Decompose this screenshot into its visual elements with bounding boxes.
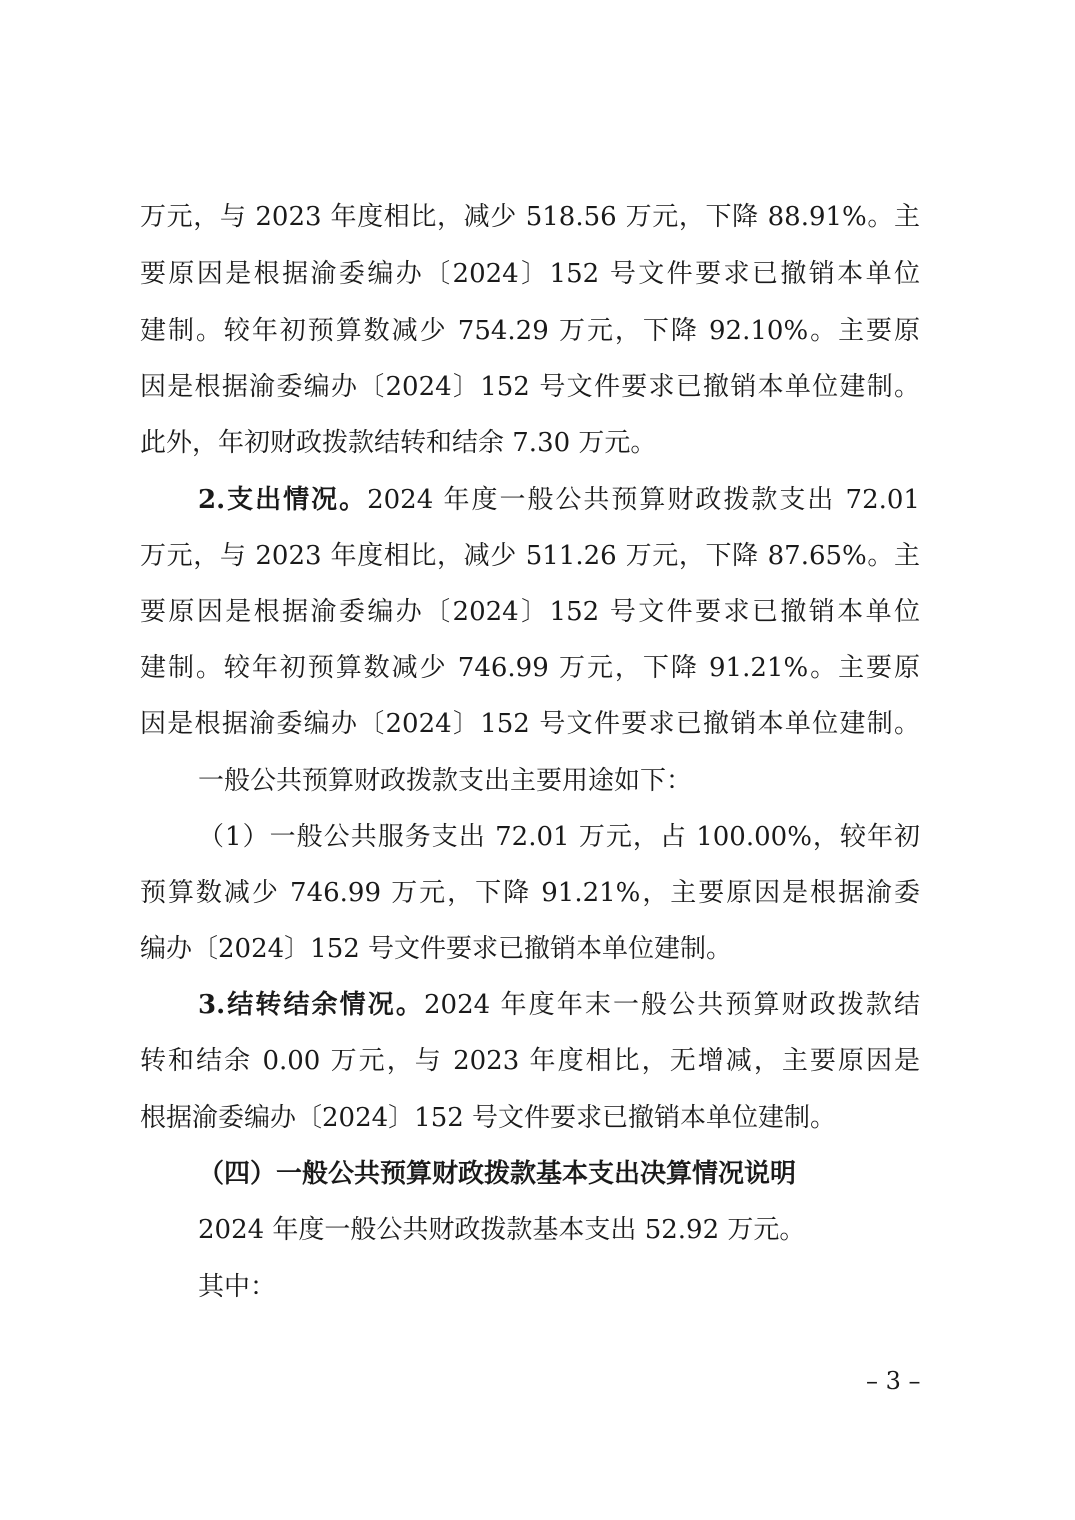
- page-number: – 3 –: [866, 1367, 921, 1395]
- usage-intro: 一般公共预算财政拨款支出主要用途如下：: [198, 766, 693, 796]
- section-2-first-line: [198, 480, 920, 520]
- paragraph-line: 要原因是根据渝委编办〔2024〕152 号文件要求已撤销本单位: [140, 259, 920, 289]
- among-label: 其中：: [198, 1272, 277, 1302]
- section-2-heading: 2.支出情况。: [198, 485, 368, 515]
- paragraph-line: 根据渝委编办〔2024〕152 号文件要求已撤销本单位建制。: [140, 1103, 837, 1133]
- section-3-text: 2024 年度年末一般公共预算财政拨款结: [423, 990, 920, 1020]
- basic-expense-line: 2024 年度一般公共财政拨款基本支出 52.92 万元。: [198, 1215, 806, 1245]
- paragraph-line: 万元，与 2023 年度相比，减少 518.56 万元，下降 88.91%。主: [140, 202, 920, 232]
- paragraph-line: 建制。较年初预算数减少 746.99 万元，下降 91.21%。主要原: [140, 653, 920, 683]
- section-3-heading: 3.结转结余情况。: [198, 990, 424, 1020]
- paragraph-line: 要原因是根据渝委编办〔2024〕152 号文件要求已撤销本单位: [140, 597, 920, 627]
- paragraph-line: 因是根据渝委编办〔2024〕152 号文件要求已撤销本单位建制。: [140, 372, 920, 402]
- paragraph-line: 因是根据渝委编办〔2024〕152 号文件要求已撤销本单位建制。: [140, 709, 920, 739]
- item-1-line: （1）一般公共服务支出 72.01 万元，占 100.00%，较年初: [198, 822, 920, 852]
- section-4-heading: （四）一般公共预算财政拨款基本支出决算情况说明: [198, 1159, 797, 1189]
- section-3-first-line: [198, 985, 920, 1025]
- paragraph-line: 此外，年初财政拨款结转和结余 7.30 万元。: [140, 428, 657, 458]
- paragraph-line: 万元，与 2023 年度相比，减少 511.26 万元，下降 87.65%。主: [140, 541, 920, 571]
- item-1-line: 预算数减少 746.99 万元，下降 91.21%，主要原因是根据渝委: [140, 878, 920, 908]
- paragraph-line: 建制。较年初预算数减少 754.29 万元，下降 92.10%。主要原: [140, 316, 920, 346]
- paragraph-line: 转和结余 0.00 万元，与 2023 年度相比，无增减，主要原因是: [140, 1046, 920, 1076]
- item-1-line: 编办〔2024〕152 号文件要求已撤销本单位建制。: [140, 934, 733, 964]
- section-2-text: 2024 年度一般公共预算财政拨款支出 72.01: [367, 485, 920, 515]
